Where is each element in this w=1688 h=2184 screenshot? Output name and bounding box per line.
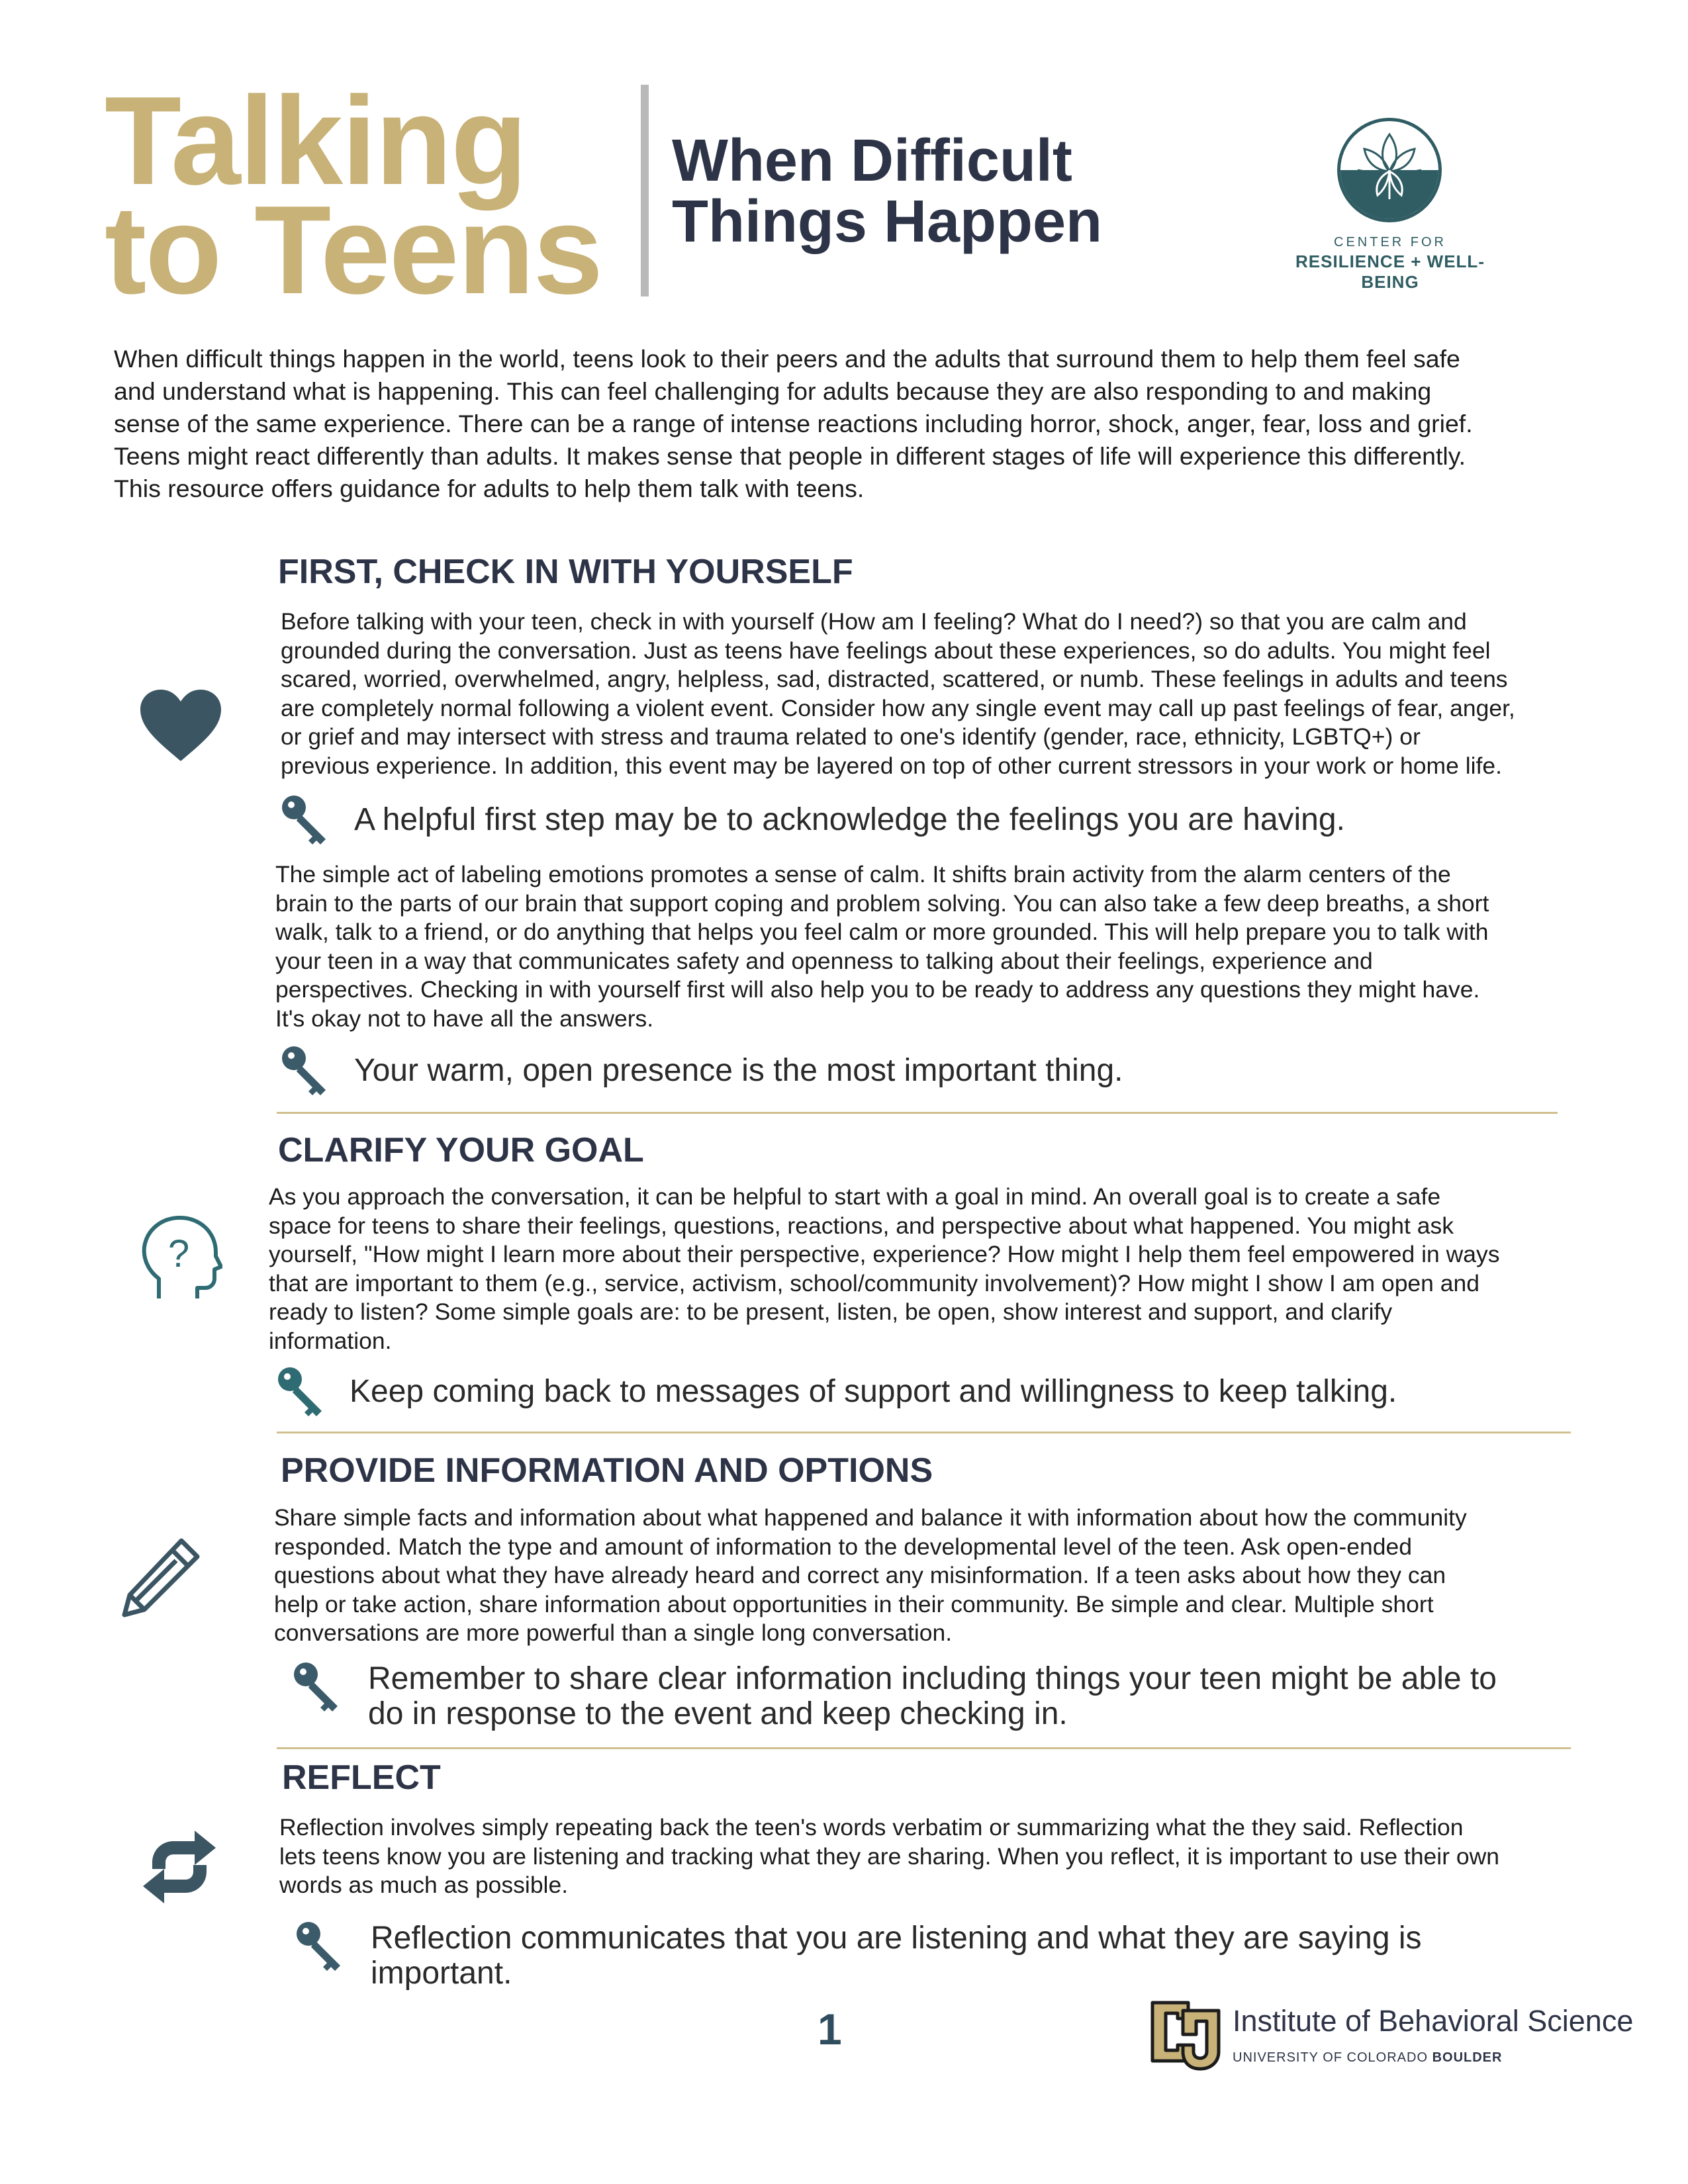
key-line-text: important. xyxy=(371,1956,512,1991)
key-line-text: do in response to the event and keep checking in. xyxy=(368,1696,1068,1731)
section-divider xyxy=(277,1112,1558,1114)
paragraph-line: or grief and may intersect with stress and trauma related to one's identify (gender, race, ethnicity, LGBTQ+) or xyxy=(281,723,1421,750)
head-question-icon xyxy=(139,1215,222,1302)
pencil-icon xyxy=(118,1534,204,1620)
key-icon xyxy=(291,1660,344,1713)
paragraph-line: brain to the parts of our brain that support coping and problem solving. You can also take a few deep breaths, a short xyxy=(275,889,1489,917)
check-in-paragraph-1 xyxy=(281,608,1605,780)
logo-small-text: CENTER FOR xyxy=(1334,235,1446,250)
provide-paragraph xyxy=(274,1504,1605,1648)
cu-logo-icon xyxy=(1149,1999,1223,2073)
section-heading-reflect: REFLECT xyxy=(282,1758,441,1797)
intro-paragraph xyxy=(114,343,1590,505)
lotus-icon xyxy=(1337,118,1442,222)
university-name xyxy=(1233,2050,1502,2066)
paragraph-line: The simple act of labeling emotions promotes a sense of calm. It shifts brain activity from the alarm centers of the xyxy=(275,861,1451,887)
paragraph-line: help or take action, share information about opportunities in their community. Be simple and clear. Multiple short xyxy=(274,1590,1434,1617)
paragraph-line: scared, worried, overwhelmed, angry, helpless, sad, distracted, scattered, or numb. These feelings in adults and teens xyxy=(281,666,1508,692)
reflect-key-takeaway xyxy=(371,1921,1422,1991)
paragraph-line: Before talking with your teen, check in with yourself (How am I feeling? What do I need?) so that you are calm and xyxy=(281,608,1467,635)
intro-line: This resource offers guidance for adults to help them talk with teens. xyxy=(114,475,865,502)
intro-line: Teens might react differently than adults. It makes sense that people in different stages of life will experience this differently. xyxy=(114,442,1466,470)
intro-line: When difficult things happen in the world, teens look to their peers and the adults that surround them to help them feel safe xyxy=(114,345,1460,373)
paragraph-line: Share simple facts and information about what happened and balance it with information about how the community xyxy=(274,1504,1467,1531)
subtitle-line-2: Things Happen xyxy=(672,189,1102,255)
check-in-key-takeaway-2: Your warm, open presence is the most important thing. xyxy=(354,1053,1123,1088)
section-heading-clarify: CLARIFY YOUR GOAL xyxy=(278,1131,644,1169)
paragraph-line: perspectives. Checking in with yourself first will also help you to be ready to address any questions they might have. xyxy=(275,976,1480,1003)
paragraph-line: your teen in a way that communicates safety and openness to talking about their feelings, experience and xyxy=(275,947,1373,974)
paragraph-line: walk, talk to a friend, or do anything that helps you feel calm or more grounded. This will help prepare you to talk with xyxy=(275,919,1489,945)
subtitle-line-1: When Difficult xyxy=(672,128,1072,194)
title-line-2: to Teens xyxy=(105,180,602,320)
paragraph-line: responded. Match the type and amount of information to the developmental level of the teen. Ask open-ended xyxy=(274,1533,1412,1560)
refresh-icon xyxy=(138,1828,221,1906)
section-divider xyxy=(277,1432,1571,1433)
clarify-key-takeaway: Keep coming back to messages of support and willingness to keep talking. xyxy=(350,1374,1397,1409)
university-bold: BOULDER xyxy=(1432,2050,1503,2065)
section-heading-check-in: FIRST, CHECK IN WITH YOURSELF xyxy=(278,553,853,591)
section-heading-provide: PROVIDE INFORMATION AND OPTIONS xyxy=(281,1451,933,1490)
heart-icon xyxy=(139,688,222,762)
page-number: 1 xyxy=(818,2005,842,2054)
institute-name: Institute of Behavioral Science xyxy=(1233,2004,1634,2038)
question-mark-glyph: ? xyxy=(167,1232,190,1275)
key-line-text: Reflection communicates that you are listening and what they are saying is xyxy=(371,1921,1422,1956)
title-line-1: Talking xyxy=(105,71,526,211)
key-icon xyxy=(275,1365,328,1418)
key-icon xyxy=(279,793,332,846)
paragraph-line: It's okay not to have all the answers. xyxy=(275,1005,654,1032)
paragraph-line: previous experience. In addition, this event may be layered on top of other current stressors in your work or home life. xyxy=(281,752,1502,779)
check-in-key-takeaway-1: A helpful first step may be to acknowledge the feelings you are having. xyxy=(354,802,1345,837)
title-divider xyxy=(641,85,649,296)
paragraph-line: words as much as possible. xyxy=(279,1872,569,1898)
paragraph-line: conversations are more powerful than a single long conversation. xyxy=(274,1619,953,1646)
reflect-paragraph xyxy=(279,1813,1610,1900)
paragraph-line: are completely normal following a violent event. Consider how any single event may call up past feelings of fear, anger, xyxy=(281,694,1515,721)
logo-main-text: RESILIENCE + WELL-BEING xyxy=(1295,251,1485,292)
paragraph-line: Reflection involves simply repeating back the teen's words verbatim or summarizing what the they said. Reflection xyxy=(279,1814,1464,1841)
paragraph-line: lets teens know you are listening and tracking what they are sharing. When you reflect, it is important to use their own xyxy=(279,1843,1500,1870)
paragraph-line: As you approach the conversation, it can be helpful to start with a goal in mind. An overall goal is to create a safe xyxy=(269,1183,1441,1210)
clarify-paragraph xyxy=(269,1183,1606,1355)
intro-line: sense of the same experience. There can be a range of intense reactions including horror, shock, anger, fear, loss and grief. xyxy=(114,410,1473,437)
paragraph-line: questions about what they have already heard and correct any misinformation. If a teen asks about how they can xyxy=(274,1562,1446,1588)
paragraph-line: that are important to them (e.g., service, activism, school/community involvement)? How might I show I am open and xyxy=(269,1269,1480,1297)
key-icon xyxy=(279,1044,332,1097)
intro-line: and understand what is happening. This can feel challenging for adults because they are also responding to and making xyxy=(114,377,1432,405)
paragraph-line: yourself, "How might I learn more about their perspective, experience? How might I help them feel empowered in ways xyxy=(269,1241,1500,1267)
university-prefix: UNIVERSITY OF COLORADO xyxy=(1233,2050,1432,2065)
paragraph-line: grounded during the conversation. Just as teens have feelings about these experiences, so do adults. You might feel xyxy=(281,637,1491,664)
section-divider xyxy=(277,1747,1571,1749)
paragraph-line: space for teens to share their feelings, questions, reactions, and perspective about what happened. You might ask xyxy=(269,1212,1454,1239)
paragraph-line: information. xyxy=(269,1327,392,1354)
key-icon xyxy=(294,1919,347,1972)
provide-key-takeaway xyxy=(368,1661,1497,1731)
check-in-paragraph-2 xyxy=(275,860,1606,1033)
paragraph-line: ready to listen? Some simple goals are: to be present, listen, be open, show interest and support, and clarify xyxy=(269,1298,1393,1325)
key-line-text: Remember to share clear information including things your teen might be able to xyxy=(368,1661,1497,1696)
